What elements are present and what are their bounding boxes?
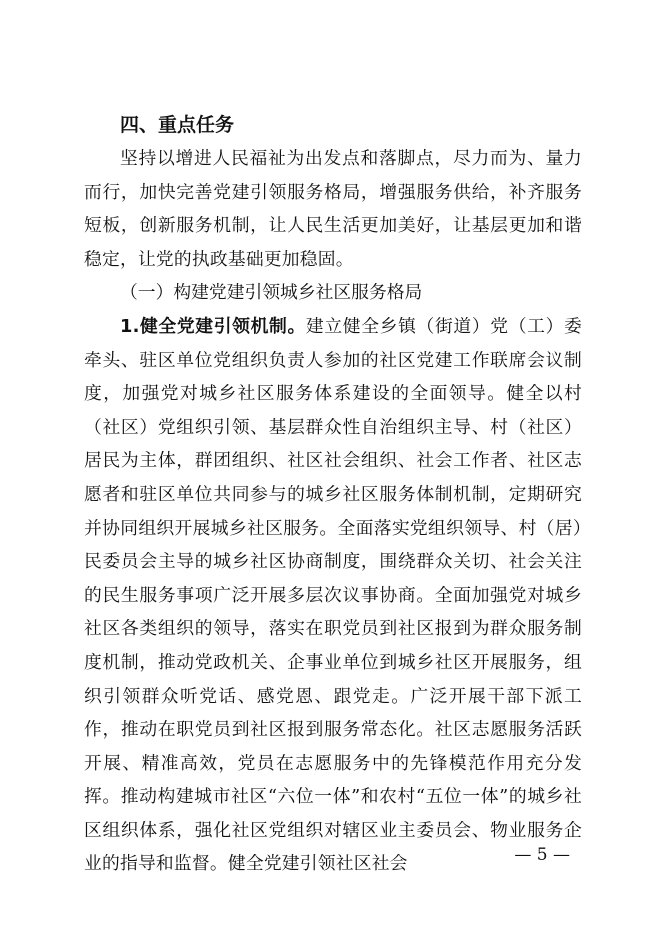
item1-body: 建立健全乡镇（街道）党（工）委牵头、驻区单位党组织负责人参加的社区党建工作联席会议制度，加强党对城乡社区服务体系建设的全面领导。健全以村（社区）党组织引领、基层群众性自治组织主导、村（社区）居民为主体，群团组织、社区社会组织、社会工作者、社区志愿者和驻区单位共同参与的城乡社区服务体制机制，定期研究并协同组织开展城乡社区服务。全面落实党组织领导、村（居）民委员会主导的城乡社区协商制度，围绕群众关切、社会关注的民生服务事项广泛开展多层次议事协商。全面加强党对城乡社区各类组织的领导，落实在职党员到社区报到为群众服务制度机制，推动党政机关、企事业单位到城乡社区开展服务，组织引领群众听党话、感党恩、跟党走。广泛开展干部下派工作，推动在职党员到社区报到服务常态化。社区志愿服务活跃开展、精准高效，党员在志愿服务中的先锋模范作用充分发挥。推动构建城市社区“六位一体”和农村“五位一体”的城乡社区组织体系，强化社区党组织对辖区业主委员会、物业服务企业的指导和监督。健全党建引领社区社会: [84, 315, 582, 875]
section-heading: 四、重点任务: [120, 114, 235, 136]
subsection-heading: （一）构建党建引领城乡社区服务格局: [120, 282, 423, 304]
intro-paragraph: 坚持以增进人民福祉为出发点和落脚点，尽力而为、量力而行，加快完善党建引领服务格局，增强服务供给，补齐服务短板，创新服务机制，让人民生活更加美好，让基层更加和谐稳定，让党的执政基础更加稳固。: [84, 148, 582, 270]
page-number: — 5 —: [514, 845, 570, 865]
item1-lead: 1.健全党建引领机制。: [120, 315, 306, 337]
document-body: [84, 108, 582, 881]
item1-paragraph: [84, 310, 582, 881]
